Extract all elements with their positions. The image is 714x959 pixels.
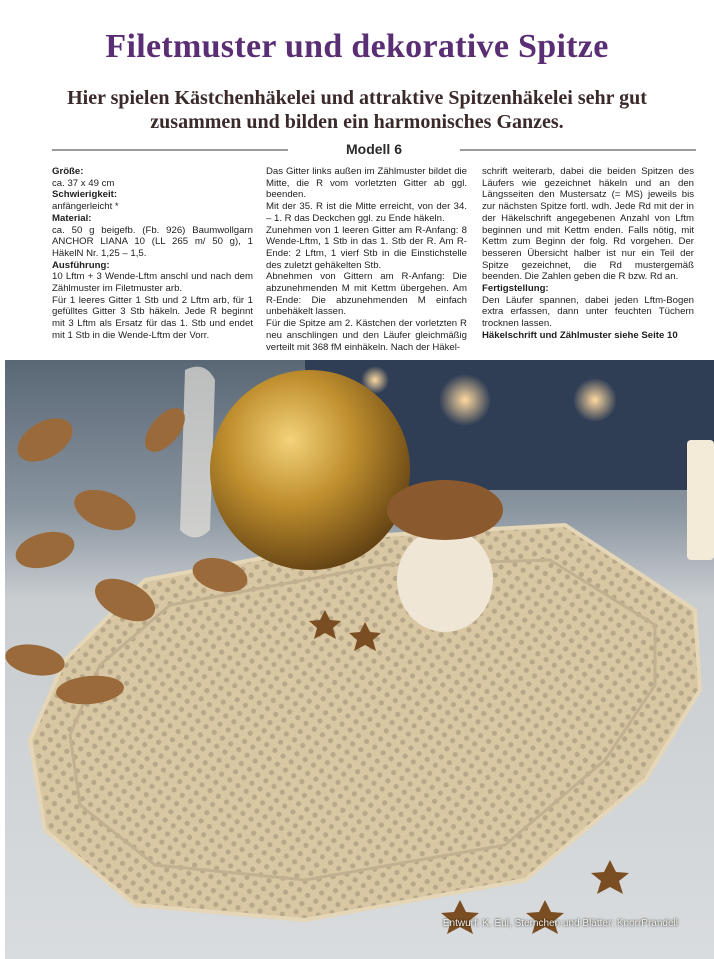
page-subtitle: Hier spielen Kästchenhäkelei und attraktive Spitzenhäkelei sehr gut zusammen und bilden ein harmonisches Ganzes. [67,87,647,133]
finishing-text: Den Läufer spannen, dabei jeden Lftm-Bogen extra erfassen, dann unter feuchten Tüchern trocknen lassen. [482,294,694,330]
instruction-paragraph: Für die Spitze am 2. Kästchen der vorletzten R neu anschlingen und den Läufer gleichmäßig verteilt mit 368 fM einhäkeln. Nach der Häkel- [266,318,467,353]
angel-figurine [397,528,493,632]
difficulty-heading: Schwierigkeit: [52,189,118,201]
text-column-2 [266,166,467,353]
instruction-paragraph: Zunehmen von 1 leeren Gitter am R-Anfang: 8 Wende-Lftm, 1 Stb in das 1. Stb der R. Am R-Ende: 2 Lftm, 1 vierf Stb in die Einstichstelle des zuletzt gehäkelten Stb. [266,224,467,271]
material-heading: Material: [52,212,92,224]
light-glow [439,374,491,426]
text-column-3 [482,166,694,342]
execution-text-1: 10 Lftm + 3 Wende-Lftm anschl und nach dem Zählmuster im Filetmuster arb. [52,271,253,295]
size-value: ca. 37 x 49 cm [52,177,115,189]
model-label: Modell 6 [345,141,402,157]
rule-right [460,149,696,151]
model-header [52,141,696,159]
text-column-1 [52,166,253,342]
photo-credit: Entwurf: K. Eul, Sternchen und Blätter: KnorrPrandell [442,918,678,929]
gold-bauble [210,370,410,570]
instruction-paragraph: Mit der 35. R ist die Mitte erreicht, von der 34. – 1. R das Deckchen ggl. zu Ende häkeln. [266,201,467,224]
execution-text-2: Für 1 leeres Gitter 1 Stb und 2 Lftm arb, für 1 gefülltes Gitter 3 Stb häkeln. Jede R beginnt mit 3 Lftm als Ersatz für das 1. Stb und endet mit 1 Stb in die Wende-Lftm der Vorr. [52,294,253,341]
glass [180,367,215,538]
size-heading: Größe: [52,166,84,177]
material-text: ca. 50 g beigefb. (Fb. 926) Baumwollgarn ANCHOR LIANA 10 (LL 265 m/ 50 g), 1 HäkelN Nr. 1,25 – 1,5. [52,224,253,259]
product-photo [5,360,714,959]
execution-heading: Ausführung: [52,259,110,271]
chart-reference: Häkelschrift und Zählmuster siehe Seite 10 [482,329,678,341]
light-glow [573,378,617,422]
finishing-heading: Fertigstellung: [482,283,549,295]
page-title: Filetmuster und dekorative Spitze [105,28,609,65]
instruction-paragraph: schrift weiterarb, dabei die beiden Spitzen des Läufers wie gezeichnet häkeln und an den Längsseiten den Mustersatz (= MS) jeweils bis zur nächsten Spitze fortl. wdh. Jede Rd mit der in der Häkelschrift angegebenen Anzahl von Lftm beginnen und mit Kettm enden. Falls nötig, mit Kettm zum Beginn der folg. Rd vorgehen. Der besseren Übersicht halber ist nur ein Teil der Spitze gezeichnet, die Rd mustergemäß beenden. Die Zahlen geben die R bzw. Rd an. [482,166,694,283]
rule-left [52,149,288,151]
doily-photo-illustration [5,360,714,959]
candle [687,440,714,560]
angel-wings [387,480,503,540]
instruction-paragraph: Das Gitter links außen im Zählmuster bildet die Mitte, die R vom vorletzten Gitter ab ggl. beenden. [266,166,467,201]
instruction-paragraph: Abnehmen von Gittern am R-Anfang: Die abzunehmenden M mit Kettm übergehen. Am R-Ende: Die abzunehmenden M einfach unbehäkelt lassen. [266,271,467,318]
difficulty-value: anfängerleicht * [52,201,119,213]
